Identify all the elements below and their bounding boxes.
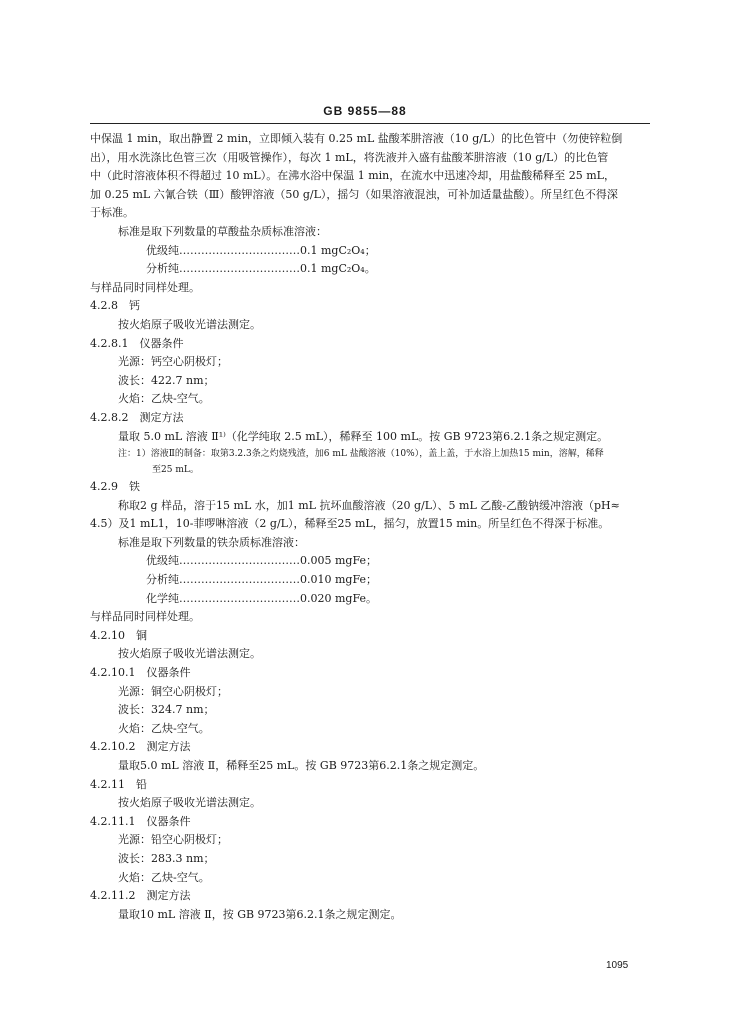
text-line: 光源：钙空心阴极灯； bbox=[118, 355, 228, 369]
text-line: 标准是取下列数量的铁杂质标准溶液： bbox=[118, 535, 305, 549]
text-line: 加 0.25 mL 六氰合铁（Ⅲ）酸钾溶液（50 g/L），摇匀（如果溶液混浊，可补加适量盐酸）。所呈红色不得深 bbox=[90, 187, 618, 201]
text-line: 4.2.10.1 仪器条件 bbox=[90, 666, 191, 680]
text-line: 量取10 mL 溶液 Ⅱ，按 GB 9723第6.2.1条之规定测定。 bbox=[118, 907, 402, 921]
text-line: 按火焰原子吸收光谱法测定。 bbox=[118, 796, 261, 810]
text-line: 4.2.8.2 测定方法 bbox=[90, 410, 184, 424]
text-line: 4.2.9 铁 bbox=[90, 480, 140, 494]
text-line: 火焰：乙炔-空气。 bbox=[118, 721, 210, 735]
text-line: 优级纯……………………………0.1 mgC₂O₄； bbox=[146, 243, 376, 257]
text-line: 波长：283.3 nm； bbox=[118, 851, 215, 865]
text-line: 标准是取下列数量的草酸盐杂质标准溶液： bbox=[118, 224, 327, 238]
text-line: 4.2.10 铜 bbox=[90, 628, 147, 642]
text-line: 4.2.11.1 仪器条件 bbox=[90, 814, 191, 828]
text-line: 与样品同时同样处理。 bbox=[90, 610, 200, 624]
text-line: 火焰：乙炔-空气。 bbox=[118, 392, 210, 406]
text-line: 光源：铅空心阴极灯； bbox=[118, 833, 228, 847]
page-header-title: GB 9855—88 bbox=[323, 104, 407, 118]
text-line: 按火焰原子吸收光谱法测定。 bbox=[118, 317, 261, 331]
text-line: 出），用水洗涤比色管三次（用吸管操作），每次 1 mL，将洗液并入盛有盐酸苯肼溶液（10 g/L）的比色管 bbox=[90, 150, 609, 164]
text-line: 4.2.10.2 测定方法 bbox=[90, 740, 191, 754]
text-line: 称取2 g 样品，溶于15 mL 水，加1 mL 抗坏血酸溶液（20 g/L）、5 mL 乙酸-乙酸钠缓冲溶液（pH≈ bbox=[118, 498, 620, 512]
text-line: 化学纯……………………………0.020 mgFe。 bbox=[146, 591, 377, 605]
text-line: 4.2.8 钙 bbox=[90, 299, 140, 313]
text-line: 4.2.11 铅 bbox=[90, 777, 147, 791]
header-divider bbox=[90, 123, 650, 124]
text-line: 波长：324.7 nm； bbox=[118, 703, 215, 717]
text-line: 火焰：乙炔-空气。 bbox=[118, 870, 210, 884]
text-line: 分析纯……………………………0.1 mgC₂O₄。 bbox=[146, 262, 376, 276]
text-line: 光源：铜空心阴极灯； bbox=[118, 684, 228, 698]
text-line: 中保温 1 min，取出静置 2 min，立即倾入装有 0.25 mL 盐酸苯肼溶液（10 g/L）的比色管中（勿使锌粒倒 bbox=[90, 132, 623, 145]
text-line: 分析纯……………………………0.010 mgFe； bbox=[146, 573, 377, 587]
document-body bbox=[90, 130, 650, 924]
footnote-line: 注：1）溶液Ⅱ的制备：取第3.2.3条之灼烧残渣，加6 mL 盐酸溶液（10%），盖上盖，于水浴上加热15 min，溶解，稀释 bbox=[118, 449, 604, 460]
text-line: 中（此时溶液体积不得超过 10 mL）。在沸水浴中保温 1 min，在流水中迅速冷却，用盐酸稀释至 25 mL， bbox=[90, 169, 615, 183]
text-line: 于标准。 bbox=[90, 206, 134, 220]
text-line: 量取 5.0 mL 溶液 Ⅱ¹⁾（化学纯取 2.5 mL），稀释至 100 mL。按 GB 9723第6.2.1条之规定测定。 bbox=[118, 429, 609, 443]
text-line: 4.2.8.1 仪器条件 bbox=[90, 336, 184, 350]
text-line: 量取5.0 mL 溶液 Ⅱ，稀释至25 mL。按 GB 9723第6.2.1条之规定测定。 bbox=[118, 759, 485, 772]
footnote-line: 至25 mL。 bbox=[152, 465, 199, 476]
text-line: 按火焰原子吸收光谱法测定。 bbox=[118, 647, 261, 661]
page-number: 1095 bbox=[606, 960, 629, 971]
text-line: 波长：422.7 nm； bbox=[118, 373, 215, 387]
text-line: 4.2.11.2 测定方法 bbox=[90, 889, 191, 903]
text-line: 与样品同时同样处理。 bbox=[90, 280, 200, 294]
text-line: 4.5）及1 mL1，10-菲啰啉溶液（2 g/L），稀释至25 mL，摇匀，放置15 min。所呈红色不得深于标准。 bbox=[90, 517, 610, 531]
text-line: 优级纯……………………………0.005 mgFe； bbox=[146, 554, 377, 568]
